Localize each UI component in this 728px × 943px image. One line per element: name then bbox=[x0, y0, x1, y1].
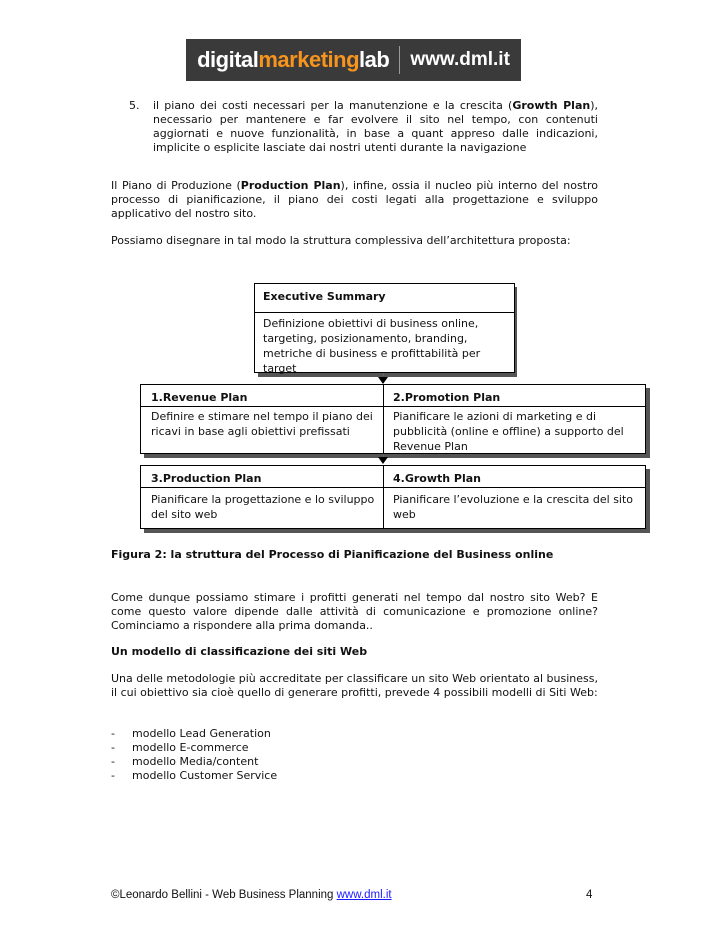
logo-url: www.dml.it bbox=[410, 49, 510, 70]
column-divider bbox=[383, 466, 384, 528]
production-plan-paragraph: Il Piano di Produzione (Production Plan), infine, ossia il nucleo più interno del nostro processo di pianificazione, il piano dei costi legati alla progettazione e sviluppo applicativo del nostro sito. bbox=[111, 179, 599, 220]
executive-summary-box bbox=[254, 283, 515, 373]
revenue-plan-body: Definire e stimare nel tempo il piano dei ricavi in base agli obiettivi prefissati bbox=[151, 410, 373, 438]
production-plan-body: Pianificare la progettazione e lo sviluppo del sito web bbox=[151, 493, 375, 521]
production-plan-title: 3.Production Plan bbox=[151, 472, 262, 485]
promotion-plan-body: Pianificare le azioni di marketing e di pubblicità (online e offline) a supporto del Revenue Plan bbox=[393, 410, 624, 453]
list-item: - modello E-commerce bbox=[111, 741, 411, 755]
growth-plan-title: 4.Growth Plan bbox=[393, 472, 482, 485]
production-growth-box bbox=[140, 465, 646, 529]
section-heading: Un modello di classificazione dei siti Web bbox=[111, 645, 368, 658]
models-list bbox=[111, 727, 411, 783]
divider bbox=[141, 487, 645, 488]
footer-credit: ©Leonardo Bellini - Web Business Planning bbox=[111, 889, 337, 901]
column-divider bbox=[383, 385, 384, 453]
footer-link[interactable]: www.dml.it bbox=[336, 889, 392, 901]
executive-summary-title: Executive Summary bbox=[263, 290, 386, 303]
footer bbox=[111, 888, 591, 902]
growth-plan-body: Pianificare l’evoluzione e la crescita del sito web bbox=[393, 493, 634, 521]
figure-caption: Figura 2: la struttura del Processo di Pianificazione del Business online bbox=[111, 548, 554, 561]
list-item: - modello Media/content bbox=[111, 755, 411, 769]
arrow-down-icon bbox=[378, 457, 388, 465]
list-item: - modello Customer Service bbox=[111, 769, 411, 783]
method-paragraph: Una delle metodologie più accreditate per classificare un sito Web orientato al business, il cui obiettivo sia cioè quello di generare profitti, prevede 4 possibili modelli di Siti Web: bbox=[111, 672, 598, 699]
list-item-number: 5. bbox=[129, 99, 140, 112]
page-number: 4 bbox=[586, 889, 593, 901]
promotion-plan-title: 2.Promotion Plan bbox=[393, 391, 501, 404]
revenue-promotion-box bbox=[140, 384, 646, 454]
revenue-plan-title: 1.Revenue Plan bbox=[151, 391, 248, 404]
growth-plan-item: il piano dei costi necessari per la manutenzione e la crescita (Growth Plan), necessario per mantenere e far evolvere il sito nel tempo, con contenuti aggiornati e nuove funzionalità, in base a quant appreso dalle indicazioni, implicite o esplicite lasciate dai nostri utenti durante la navigazione bbox=[153, 99, 598, 154]
list-item: - modello Lead Generation bbox=[111, 727, 411, 741]
logo-separator bbox=[399, 46, 400, 74]
intro-paragraph: Possiamo disegnare in tal modo la struttura complessiva dell’architettura proposta: bbox=[111, 234, 571, 247]
questions-paragraph: Come dunque possiamo stimare i profitti generati nel tempo dal nostro sito Web? E come questo valore dipende dalle attività di comunicazione e promozione online? Cominciamo a rispondere alla prima domanda.. bbox=[111, 591, 598, 632]
brand-logo bbox=[186, 39, 521, 81]
executive-summary-body: Definizione obiettivi di business online, targeting, posizionamento, branding, metriche di business e profittabilità per target bbox=[263, 317, 481, 375]
logo-wordmark: digitalmarketinglab bbox=[197, 47, 390, 72]
